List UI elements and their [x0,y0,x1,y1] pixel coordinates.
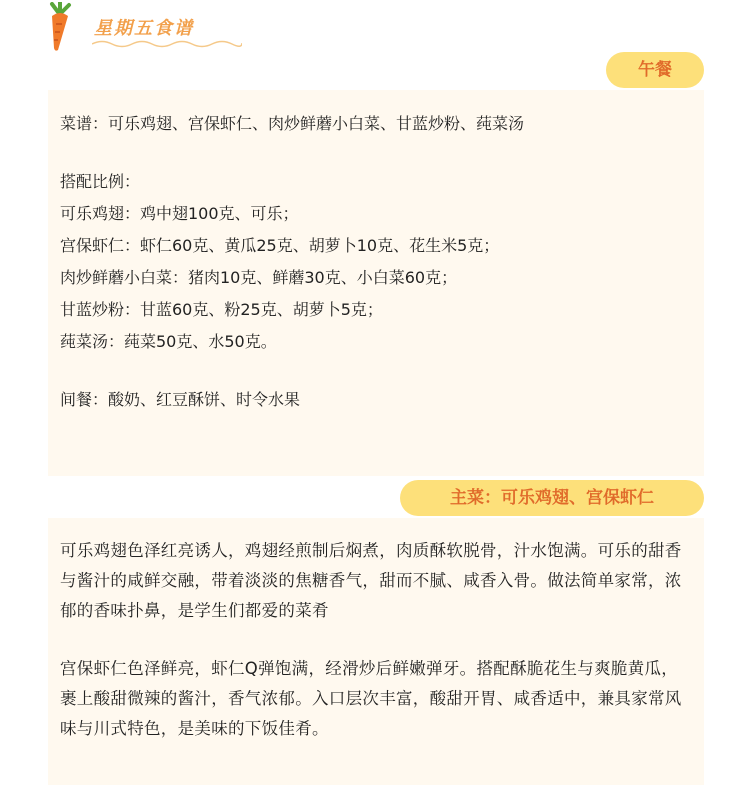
lunch-card [48,90,704,476]
ratio-item: 宫保虾仁：虾仁60克、黄瓜25克、胡萝卜10克、花生米5克； [60,236,500,255]
menu-line: 菜谱：可乐鸡翅、宫保虾仁、肉炒鲜蘑小白菜、甘蓝炒粉、莼菜汤 [60,114,525,133]
snack-line: 间餐：酸奶、红豆酥饼、时令水果 [60,390,301,409]
ratio-item: 可乐鸡翅：鸡中翅100克、可乐； [60,204,299,223]
dish-description: 可乐鸡翅色泽红亮诱人，鸡翅经煎制后焖煮，肉质酥软脱骨，汁水饱满。可乐的甜香与酱汁的咸鲜交融，带着淡淡的焦糖香气，甜而不腻、咸香入骨。做法简单家常，浓郁的香味扑鼻，是学生们都爱的菜肴 [60,541,682,620]
page-header [44,0,244,56]
main-dish-card [48,518,704,785]
ratio-title: 搭配比例： [60,172,141,191]
lunch-tag: 午餐 [606,52,704,88]
title-underline [92,38,242,48]
page-title: 星期五食谱 [94,18,194,39]
dish-description: 宫保虾仁色泽鲜亮，虾仁Q弹饱满，经滑炒后鲜嫩弹牙。搭配酥脆花生与爽脆黄瓜，裹上酸甜微辣的酱汁，香气浓郁。入口层次丰富，酸甜开胃、咸香适中，兼具家常风味与川式特色，是美味的下饭佳肴。 [60,659,682,738]
ratio-item: 甘蓝炒粉：甘蓝60克、粉25克、胡萝卜5克； [60,300,383,319]
ratio-item: 肉炒鲜蘑小白菜：猪肉10克、鲜蘑30克、小白菜60克； [60,268,458,287]
ratio-item: 莼菜汤：莼菜50克、水50克。 [60,332,277,351]
carrot-icon [44,2,78,52]
main-dish-tag: 主菜：可乐鸡翅、宫保虾仁 [400,480,704,516]
